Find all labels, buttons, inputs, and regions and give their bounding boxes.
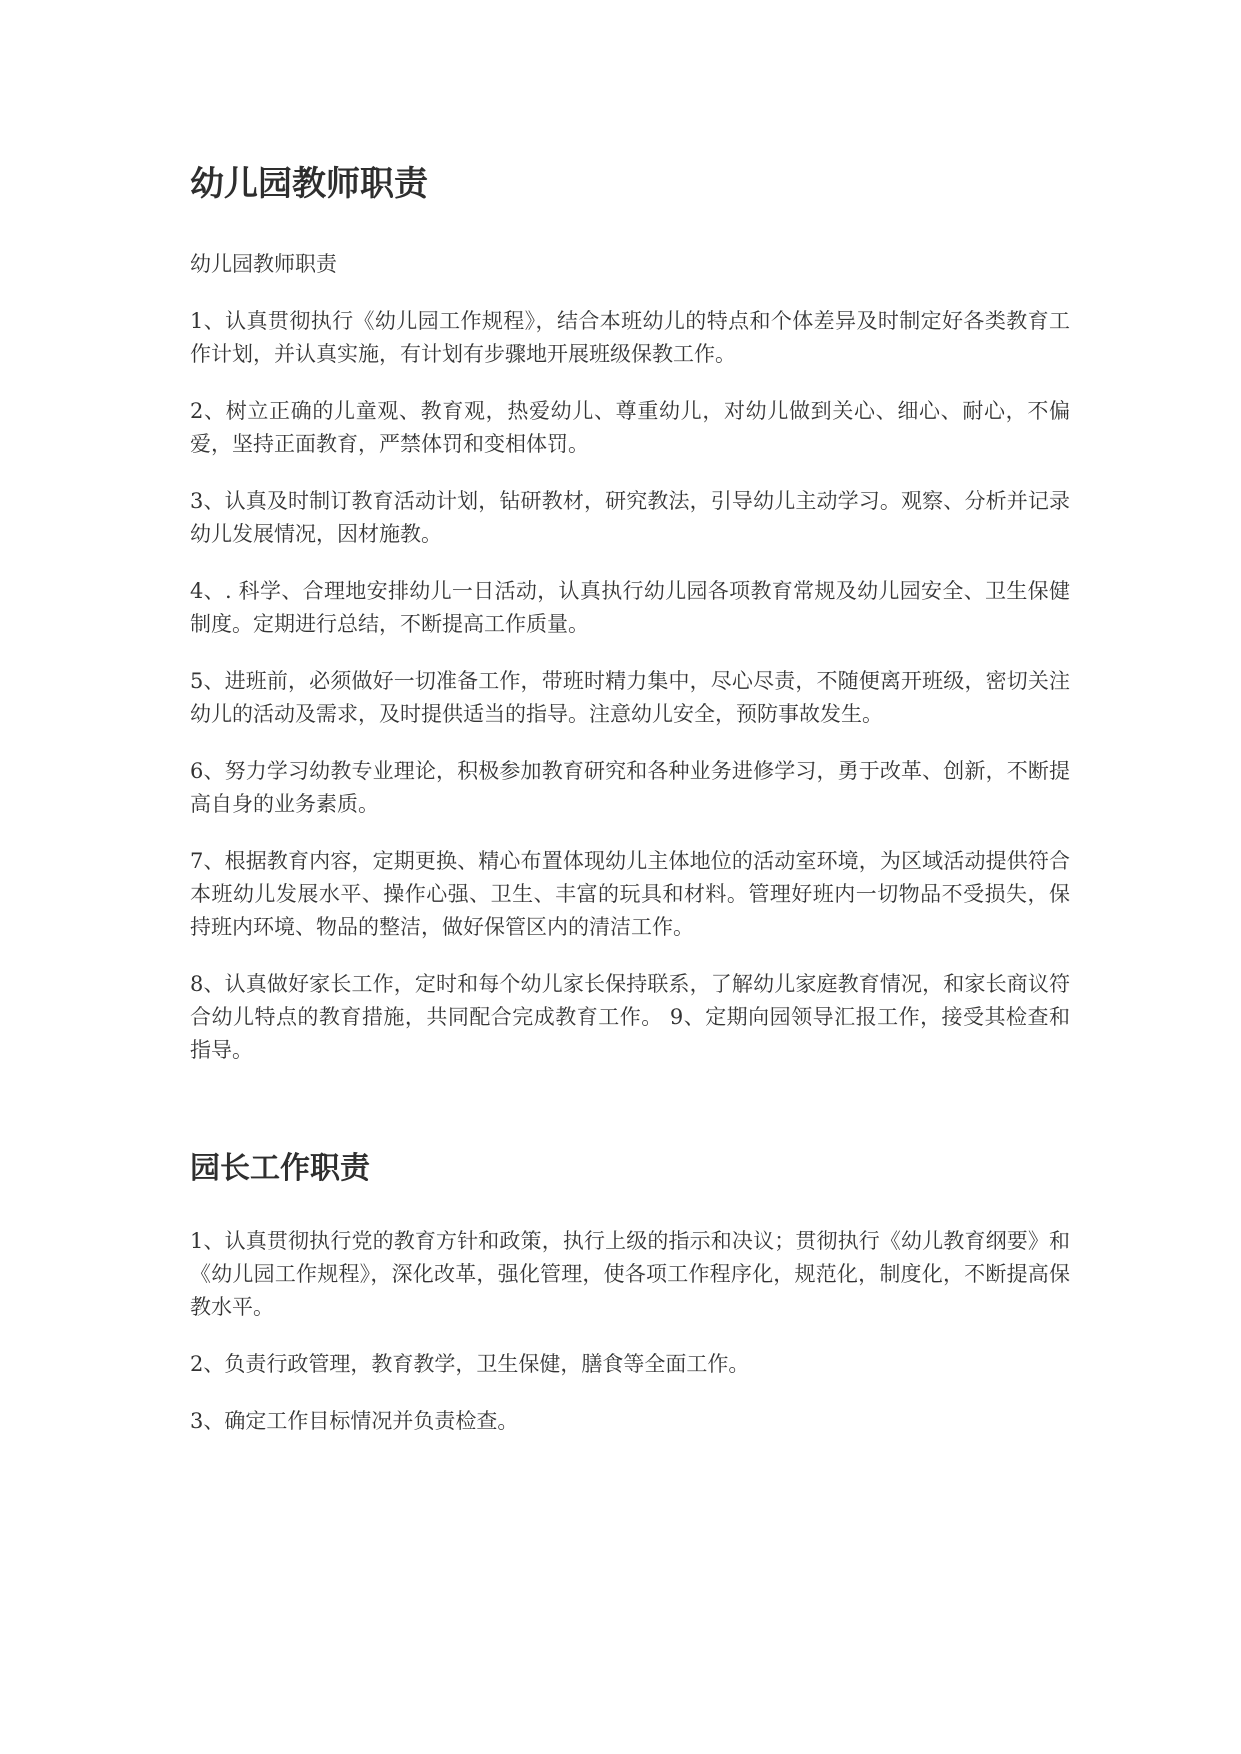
document-content xyxy=(190,160,1070,1438)
director-section-title: 园长工作职责 xyxy=(190,1151,370,1186)
teacher-duty-8-9: 8、认真做好家长工作，定时和每个幼儿家长保持联系，了解幼儿家庭教育情况，和家长商议符合幼儿特点的教育措施，共同配合完成教育工作。 9、定期向园领导汇报工作，接受其检查和指导。 xyxy=(190,972,1070,1062)
teacher-duty-1: 1、认真贯彻执行《幼儿园工作规程》，结合本班幼儿的特点和个体差异及时制定好各类教育工作计划，并认真实施，有计划有步骤地开展班级保教工作。 xyxy=(190,309,1070,366)
document-subtitle: 幼儿园教师职责 xyxy=(190,252,337,276)
page-title: 幼儿园教师职责 xyxy=(190,164,428,204)
teacher-duty-6: 6、努力学习幼教专业理论，积极参加教育研究和各种业务进修学习，勇于改革、创新，不断提高自身的业务素质。 xyxy=(190,759,1070,816)
section-spacer xyxy=(190,1067,1070,1147)
teacher-duty-7: 7、根据教育内容，定期更换、精心布置体现幼儿主体地位的活动室环境，为区域活动提供符合本班幼儿发展水平、操作心强、卫生、丰富的玩具和材料。管理好班内一切物品不受损失，保持班内环境、物品的整洁，做好保管区内的清洁工作。 xyxy=(190,849,1070,939)
director-duty-1: 1、认真贯彻执行党的教育方针和政策，执行上级的指示和决议；贯彻执行《幼儿教育纲要》和《幼儿园工作规程》，深化改革，强化管理，使各项工作程序化，规范化，制度化，不断提高保教水平。 xyxy=(190,1229,1070,1319)
director-duty-2: 2、负责行政管理，教育教学，卫生保健，膳食等全面工作。 xyxy=(190,1352,750,1376)
director-duty-3: 3、确定工作目标情况并负责检查。 xyxy=(190,1409,519,1433)
teacher-duty-5: 5、进班前，必须做好一切准备工作，带班时精力集中，尽心尽责，不随便离开班级，密切关注幼儿的活动及需求，及时提供适当的指导。注意幼儿安全，预防事故发生。 xyxy=(190,669,1070,726)
teacher-duty-2: 2、树立正确的儿童观、教育观，热爱幼儿、尊重幼儿，对幼儿做到关心、细心、耐心，不偏爱，坚持正面教育，严禁体罚和变相体罚。 xyxy=(190,399,1070,456)
teacher-duty-3: 3、认真及时制订教育活动计划，钻研教材，研究教法，引导幼儿主动学习。观察、分析并记录幼儿发展情况，因材施教。 xyxy=(190,489,1070,546)
teacher-duty-4: 4、. 科学、合理地安排幼儿一日活动，认真执行幼儿园各项教育常规及幼儿园安全、卫生保健制度。定期进行总结，不断提高工作质量。 xyxy=(190,579,1070,636)
